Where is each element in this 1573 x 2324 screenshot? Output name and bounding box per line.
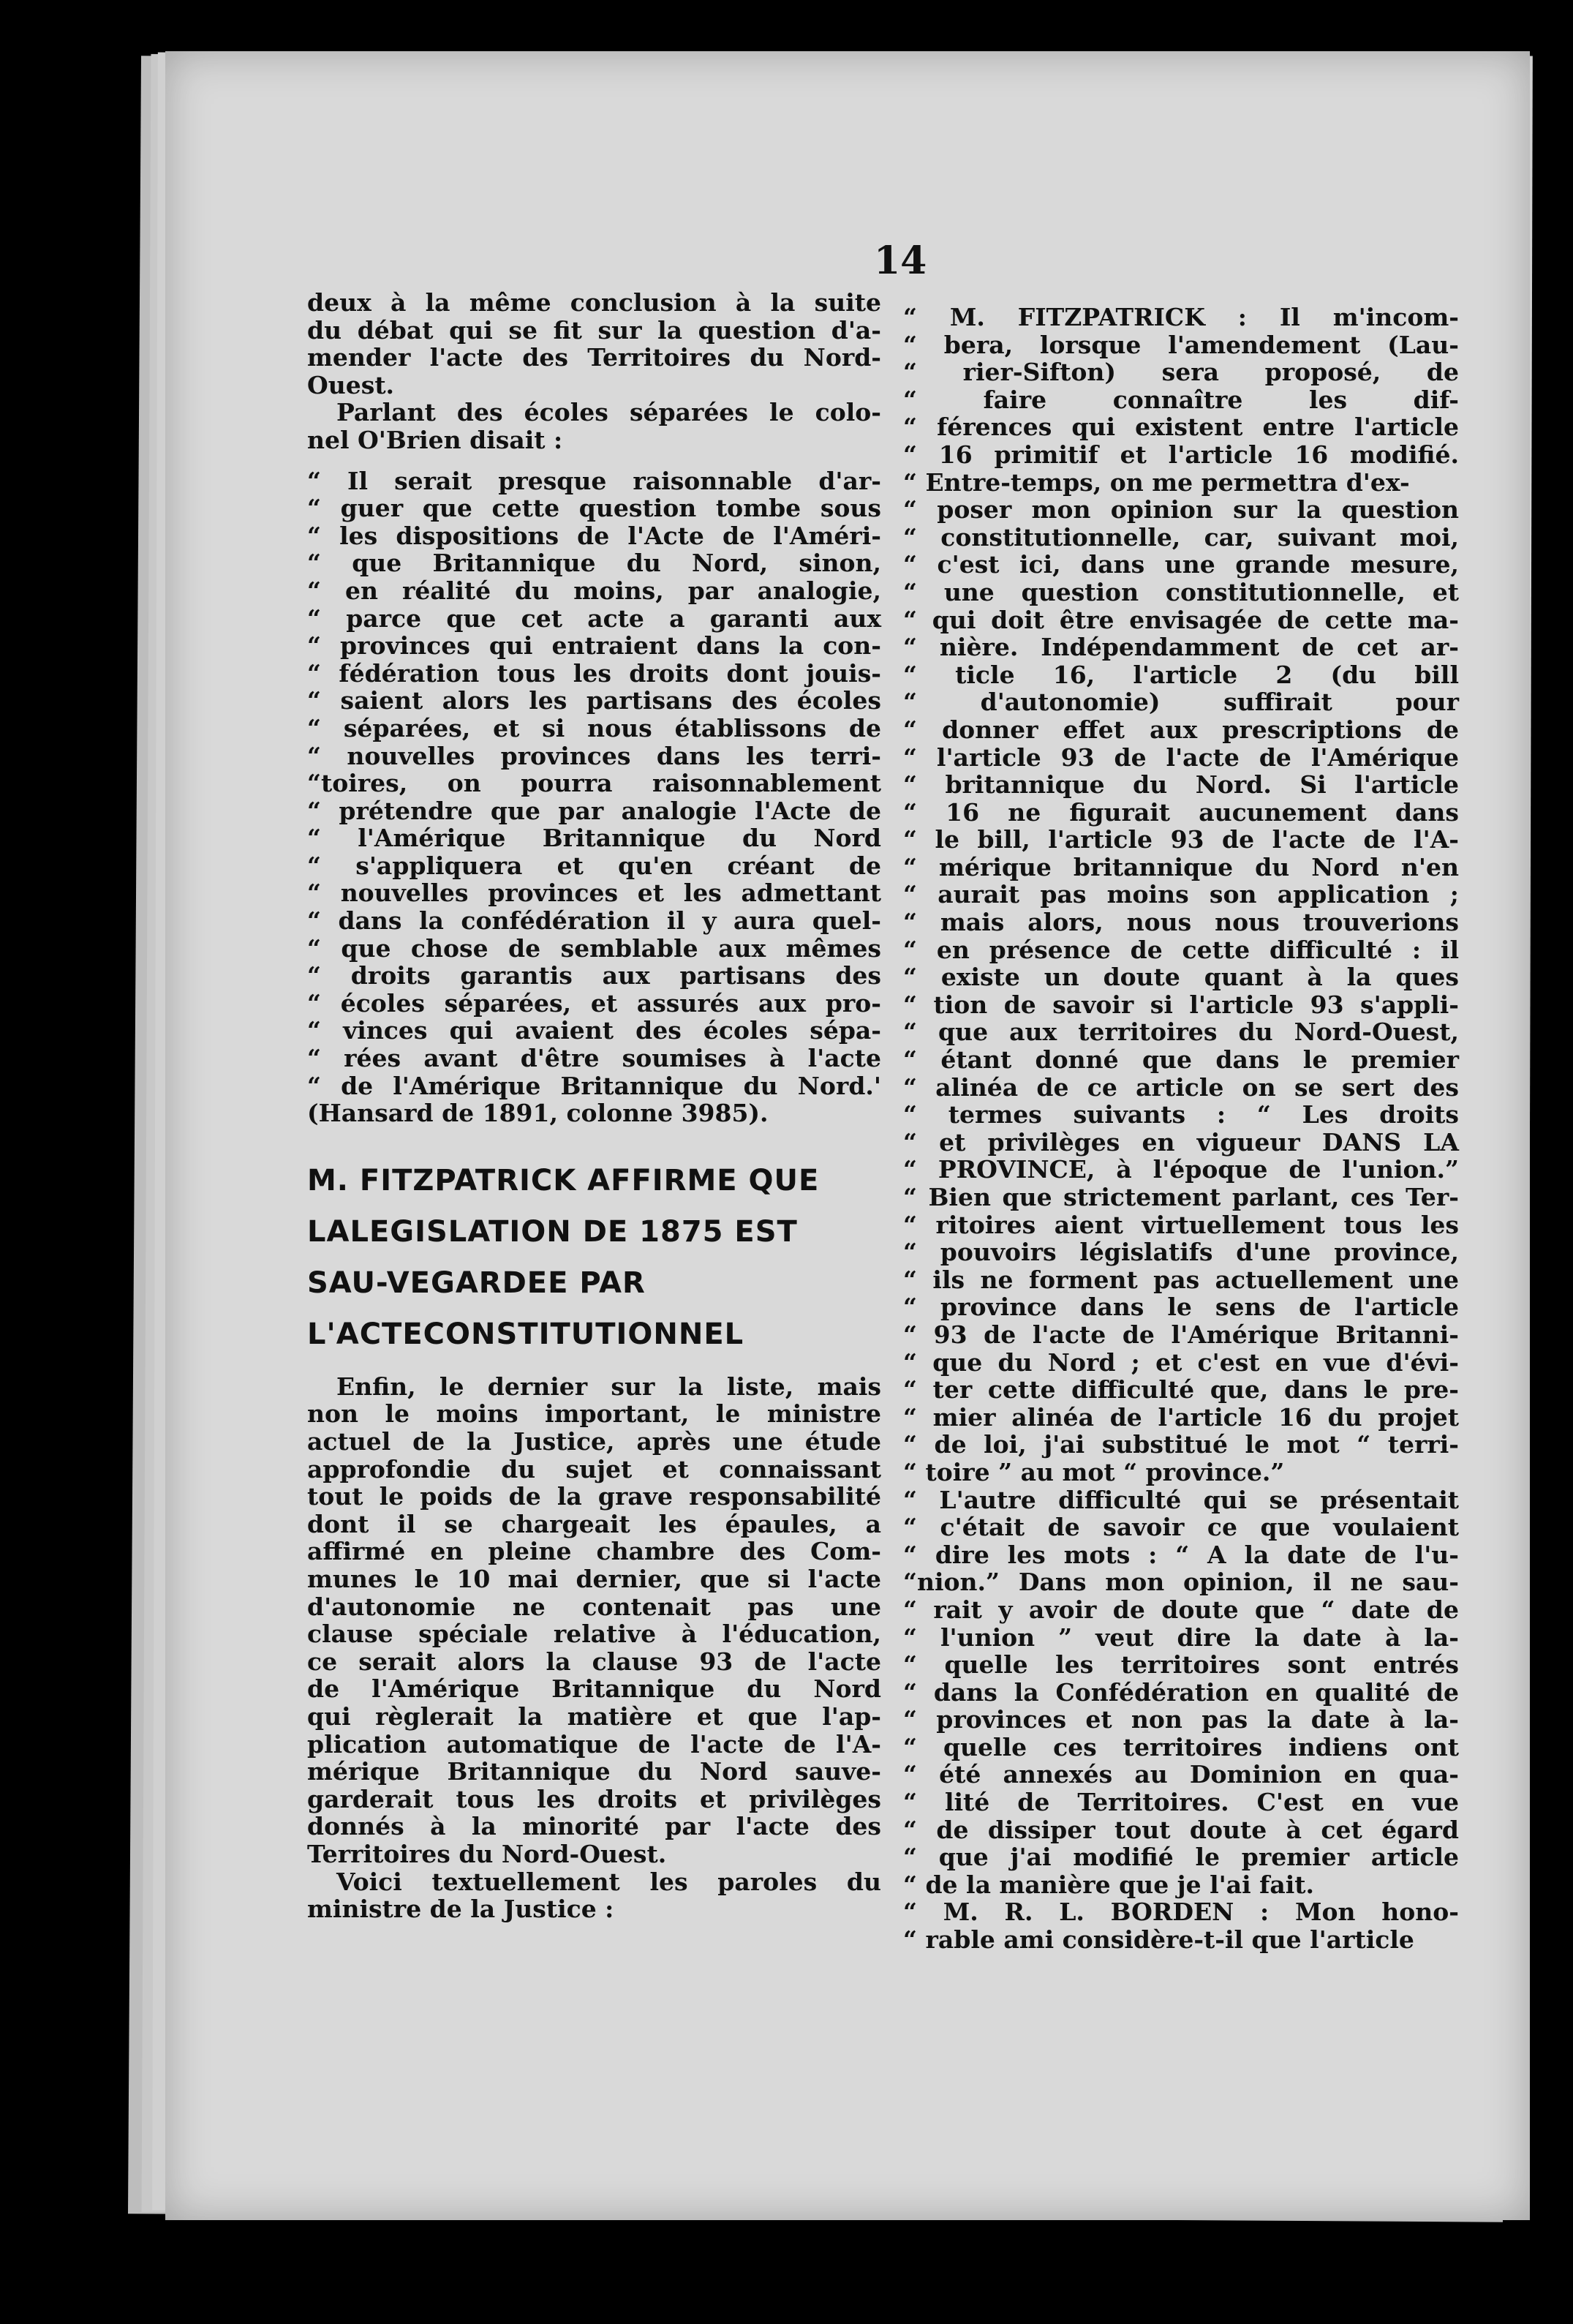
- text-line: ministre de la Justice :: [307, 1895, 614, 1924]
- text-line: clause spéciale relative à l'éducation,: [307, 1620, 881, 1649]
- text-line: “ saient alors les partisans des écoles: [307, 686, 881, 715]
- text-line: “ 16 ne figurait aucunement dans: [903, 797, 1459, 827]
- text-line: tout le poids de la grave responsabilité: [307, 1482, 881, 1511]
- text-line: “ lité de Territoires. C'est en vue: [903, 1788, 1459, 1817]
- text-line: “ britannique du Nord. Si l'article: [903, 770, 1459, 800]
- text-line: “ bera, lorsque l'amendement (Lau-: [903, 330, 1459, 359]
- right-column: [903, 304, 1459, 1954]
- text-line: “ s'appliquera et qu'en créant de: [307, 851, 881, 880]
- heading-line: M. FITZPATRICK AFFIRME QUE LA: [307, 1163, 820, 1249]
- text-line: “ le bill, l'article 93 de l'acte de l'A-: [903, 825, 1459, 854]
- text-line: “ dans la Confédération en qualité de: [903, 1677, 1459, 1707]
- text-line: “ mier alinéa de l'article 16 du projet: [903, 1402, 1459, 1432]
- text-line: Territoires du Nord-Ouest.: [307, 1839, 667, 1868]
- text-line: “ de l'Amérique Britannique du Nord.': [307, 1071, 881, 1100]
- text-line: Enfin, le dernier sur la liste, mais: [336, 1372, 881, 1401]
- left-column: [307, 289, 881, 1923]
- text-line: qui règlerait la matière et que l'ap-: [307, 1701, 881, 1731]
- page-number: 14: [874, 238, 927, 283]
- text-line: “ 93 de l'acte de l'Amérique Britanni-: [903, 1320, 1459, 1349]
- text-line: “ aurait pas moins son application ;: [903, 880, 1459, 909]
- text-line: non le moins important, le ministre: [307, 1399, 881, 1429]
- paragraph-fitzpatrick: [307, 1373, 881, 1868]
- text-line: garderait tous les droits et privilèges: [307, 1784, 881, 1813]
- text-line: “ droits garantis aux partisans des: [307, 961, 881, 990]
- text-line: “ c'est ici, dans une grande mesure,: [903, 550, 1459, 579]
- text-line: “ rait y avoir de doute que “ date de: [903, 1595, 1459, 1624]
- text-line: “ en présence de cette difficulté : il: [903, 935, 1459, 964]
- text-line: “ provinces qui entraient dans la con-: [307, 631, 881, 661]
- text-line: “ mérique britannique du Nord n'en: [903, 852, 1459, 881]
- text-line: donnés à la minorité par l'acte des: [307, 1812, 881, 1841]
- text-line: “ l'Amérique Britannique du Nord: [307, 824, 881, 853]
- heading-line: VEGARDEE PAR L'ACTE: [307, 1266, 646, 1351]
- text-line: “ mais alors, nous nous trouverions: [903, 908, 1459, 937]
- text-line: “ provinces et non pas la date à la-: [903, 1705, 1459, 1734]
- text-line: “ séparées, et si nous établissons de: [307, 713, 881, 742]
- text-line: “ c'était de savoir ce que voulaient: [903, 1513, 1459, 1542]
- paragraph-voici: [307, 1868, 881, 1923]
- text-line: du débat qui se fit sur la question d'a-: [307, 315, 881, 345]
- text-line: “ une question constitutionnelle, et: [903, 577, 1459, 606]
- text-line: “ quelle les territoires sont entrés: [903, 1650, 1459, 1680]
- text-line: “ Bien que strictement parlant, ces Ter-: [903, 1183, 1459, 1211]
- text-line: “ les dispositions de l'Acte de l'Améri-: [307, 521, 881, 550]
- text-line: “ que j'ai modifié le premier article: [903, 1843, 1459, 1872]
- text-line: plication automatique de l'acte de l'A-: [307, 1729, 881, 1759]
- text-line: “ que Britannique du Nord, sinon,: [307, 549, 881, 578]
- text-line: “ ticle 16, l'article 2 (du bill: [903, 660, 1459, 689]
- paragraph-obrien: [307, 399, 881, 454]
- text-line: “ de dissiper tout doute à cet égard: [903, 1815, 1459, 1844]
- quotation-fitzpatrick: [903, 304, 1459, 1954]
- text-line: d'autonomie ne contenait pas une: [307, 1592, 881, 1621]
- text-line: actuel de la Justice, après une étude: [307, 1427, 881, 1456]
- text-line: “ que chose de semblable aux mêmes: [307, 933, 881, 963]
- text-line: “ été annexés au Dominion en qua-: [903, 1760, 1459, 1789]
- text-line: “ prétendre que par analogie l'Acte de: [307, 796, 881, 825]
- text-line: “ Entre-temps, on me permettra d'ex-: [903, 467, 1410, 497]
- text-line: “ M. R. L. BORDEN : Mon hono-: [903, 1898, 1459, 1927]
- text-line: “ alinéa de ce article on se sert des: [903, 1072, 1459, 1102]
- text-line: “ en réalité du moins, par analogie,: [307, 576, 881, 605]
- text-line: deux à la même conclusion à la suite: [307, 288, 881, 317]
- text-line: “ dans la confédération il y aura quel-: [307, 906, 881, 936]
- heading-line: LEGISLATION DE 1875 EST SAU-: [307, 1214, 798, 1300]
- paragraph-intro: [307, 289, 881, 399]
- text-line: “ parce que cet acte a garanti aux: [307, 603, 881, 633]
- text-line: “ dire les mots : “ A la date de l'u-: [903, 1540, 1459, 1569]
- text-line: “ rées avant d'être soumises à l'acte: [307, 1044, 881, 1073]
- text-line: “ province dans le sens de l'article: [903, 1293, 1459, 1322]
- text-line: “ l'article 93 de l'acte de l'Amérique: [903, 742, 1459, 772]
- text-line: “ écoles séparées, et assurés aux pro-: [307, 988, 881, 1018]
- text-line: “ constitutionnelle, car, suivant moi,: [903, 522, 1459, 552]
- text-line: Ouest.: [307, 370, 395, 399]
- text-line: “ termes suivants : “ Les droits: [903, 1100, 1459, 1129]
- text-line: “nion.” Dans mon opinion, il ne sau-: [903, 1568, 1459, 1597]
- text-line: “ faire connaître les dif-: [903, 385, 1459, 414]
- text-line: “ PROVINCE, à l'époque de l'union.”: [903, 1155, 1459, 1184]
- text-line: “toires, on pourra raisonnablement: [307, 769, 881, 798]
- text-line: “ Il serait presque raisonnable d'ar-: [307, 466, 881, 495]
- text-line: Parlant des écoles séparées le colo-: [336, 398, 881, 427]
- text-line: “ que du Nord ; et c'est en vue d'évi-: [903, 1347, 1459, 1377]
- text-line: “ pouvoirs législatifs d'une province,: [903, 1238, 1459, 1267]
- text-line: (Hansard de 1891, colonne 3985).: [307, 1099, 769, 1128]
- text-line: mender l'acte des Territoires du Nord-: [307, 343, 881, 372]
- text-line: “ ter cette difficulté que, dans le pre-: [903, 1375, 1459, 1404]
- section-heading: [307, 1155, 881, 1360]
- text-line: de l'Amérique Britannique du Nord: [307, 1674, 881, 1704]
- text-line: “ fédération tous les droits dont jouis-: [307, 658, 881, 688]
- text-line: “ toire ” au mot “ province.”: [903, 1457, 1285, 1486]
- text-line: “ tion de savoir si l'article 93 s'appli-: [903, 990, 1459, 1019]
- text-line: “ poser mon opinion sur la question: [903, 495, 1459, 524]
- text-line: “ nouvelles provinces et les admettant: [307, 879, 881, 908]
- text-line: “ qui doit être envisagée de cette ma-: [903, 605, 1459, 634]
- text-line: “ nière. Indépendamment de cet ar-: [903, 633, 1459, 662]
- text-line: “ que aux territoires du Nord-Ouest,: [903, 1018, 1459, 1047]
- text-line: “ et privilèges en vigueur DANS LA: [903, 1127, 1459, 1157]
- text-line: approfondie du sujet et connaissant: [307, 1454, 881, 1483]
- text-line: munes le 10 mai dernier, que si l'acte: [307, 1564, 881, 1593]
- text-line: dont il se chargeait les épaules, a: [307, 1509, 881, 1538]
- text-line: “ 16 primitif et l'article 16 modifié.: [903, 440, 1459, 469]
- text-line: Voici textuellement les paroles du: [336, 1867, 881, 1896]
- heading-line: CONSTITUTIONNEL: [423, 1317, 744, 1351]
- quotation-obrien: [307, 467, 881, 1127]
- text-line: “ guer que cette question tombe sous: [307, 494, 881, 523]
- text-line: “ rable ami considère-t-il que l'article: [903, 1925, 1414, 1955]
- text-line: “ ritoires aient virtuellement tous les: [903, 1210, 1459, 1239]
- text-line: “ L'autre difficulté qui se présentait: [903, 1485, 1459, 1514]
- text-line: “ ils ne forment pas actuellement une: [903, 1265, 1459, 1294]
- text-line: “ vinces qui avaient des écoles sépa-: [307, 1016, 881, 1045]
- text-line: mérique Britannique du Nord sauve-: [307, 1757, 881, 1786]
- text-line: “ étant donné que dans le premier: [903, 1045, 1459, 1075]
- text-line: “ d'autonomie) suffirait pour: [903, 688, 1459, 717]
- text-line: “ quelle ces territoires indiens ont: [903, 1732, 1459, 1761]
- text-line: ce serait alors la clause 93 de l'acte: [307, 1647, 881, 1676]
- text-line: “ donner effet aux prescriptions de: [903, 715, 1459, 744]
- text-line: “ férences qui existent entre l'article: [903, 413, 1459, 442]
- text-line: “ existe un doute quant à la ques: [903, 963, 1459, 992]
- text-line: “ M. FITZPATRICK : Il m'incom-: [903, 303, 1459, 331]
- text-line: affirmé en pleine chambre des Com-: [307, 1537, 881, 1566]
- text-line: “ de loi, j'ai substitué le mot “ terri-: [903, 1430, 1459, 1459]
- text-line: “ de la manière que je l'ai fait.: [903, 1870, 1314, 1899]
- text-line: “ rier-Sifton) sera proposé, de: [903, 358, 1459, 387]
- text-line: “ l'union ” veut dire la date à la-: [903, 1622, 1459, 1652]
- text-line: nel O'Brien disait :: [307, 425, 563, 454]
- text-line: “ nouvelles provinces dans les terri-: [307, 741, 881, 770]
